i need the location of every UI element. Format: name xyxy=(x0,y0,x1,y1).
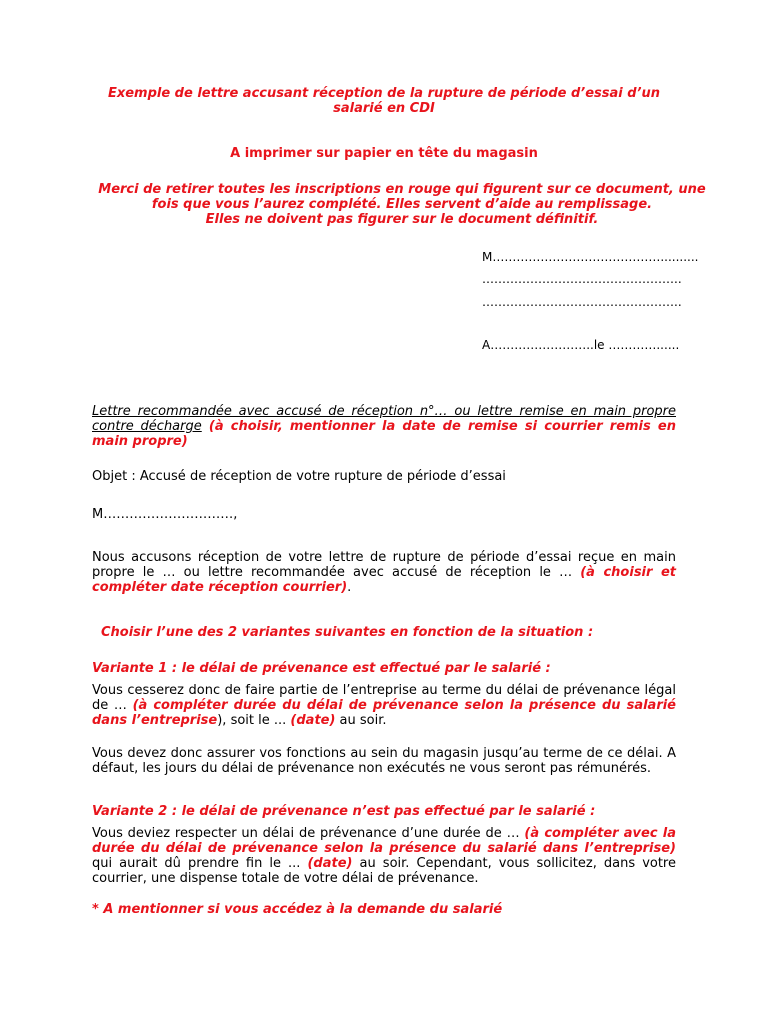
choose-variant-heading: Choisir l’une des 2 variantes suivantes en fonction de la situation : xyxy=(101,625,594,640)
place-date-line: A……………………..le …………...... xyxy=(482,338,680,352)
variant-2-heading: Variante 2 : le délai de prévenance n’est pas effectué par le salarié : xyxy=(92,804,596,819)
v1-instruction-date: (date) xyxy=(290,713,336,728)
variant-1-heading: Variante 1 : le délai de prévenance est effectué par le salarié : xyxy=(92,661,551,676)
address-line-2: ………………………………………….. xyxy=(482,272,682,286)
v2-text-a: Vous deviez respecter un délai de prévenance d’une durée de … xyxy=(92,826,525,841)
letter-subject: Objet : Accusé de réception de votre rupture de période d’essai xyxy=(92,469,506,484)
v1-text-c: au soir. xyxy=(335,713,387,728)
variant-1-paragraph-1 xyxy=(92,683,676,728)
variant-2-paragraph xyxy=(92,826,676,886)
sending-method-instruction: (à choisir, mentionner la date de remise si courrier remis en main propre) xyxy=(92,419,676,449)
v2-text-b: qui aurait dû prendre fin le ... xyxy=(92,856,308,871)
address-line-3: ………………………………………….. xyxy=(482,295,682,309)
v1-instruction-duration: (à compléter durée du délai de prévenance selon la présence du salarié dans l’entreprise xyxy=(92,698,677,728)
paragraph-acknowledgement xyxy=(92,550,676,595)
acknowledgement-text: Nous accusons réception de votre lettre de rupture de période d’essai reçue en main propre le … ou lettre recommandée avec accusé de réception le … xyxy=(92,550,676,580)
sending-method xyxy=(92,404,676,449)
v2-instruction-duration: (à compléter avec la durée du délai de prévenance selon la présence du salarié dans l’entreprise) xyxy=(92,826,676,856)
v2-instruction-date: (date) xyxy=(307,856,353,871)
v2-text-c: au soir. Cependant, vous sollicitez, dans votre courrier, une dispense totale de votre délai de prévenance. xyxy=(92,856,676,886)
document-title: Exemple de lettre accusant réception de la rupture de période d’essai d’un salarié en CDI xyxy=(107,86,661,116)
acknowledgement-period: . xyxy=(347,580,352,595)
notice-line-1: Merci de retirer toutes les inscriptions en rouge qui figurent sur ce document, une xyxy=(98,182,706,197)
address-line-1: M…………………………………….......... xyxy=(482,250,699,264)
notice-line-3: Elles ne doivent pas figurer sur le document définitif. xyxy=(205,212,599,227)
red-instructions-notice xyxy=(92,182,712,227)
acknowledgement-instruction: (à choisir et compléter date réception courrier) xyxy=(92,565,676,595)
print-note: A imprimer sur papier en tête du magasin xyxy=(230,146,538,161)
v1-text-a: Vous cesserez donc de faire partie de l’entreprise au terme du délai de prévenance légal de … xyxy=(92,683,676,713)
notice-line-2: fois que vous l’aurez complété. Elles servent d’aide au remplissage. xyxy=(151,197,653,212)
sending-method-underlined: Lettre recommandée avec accusé de réception n°… ou lettre remise en main propre contre décharge xyxy=(92,404,676,434)
v1-text-b: ), soit le ... xyxy=(217,713,291,728)
variant-1-paragraph-2: Vous devez donc assurer vos fonctions au sein du magasin jusqu’au terme de ce délai. A défaut, les jours du délai de prévenance non exécutés ne vous seront pas rémunérés. xyxy=(92,746,676,776)
letter-salutation: M…………………………, xyxy=(92,507,238,522)
mention-if-accepted: * A mentionner si vous accédez à la demande du salarié xyxy=(92,902,503,917)
